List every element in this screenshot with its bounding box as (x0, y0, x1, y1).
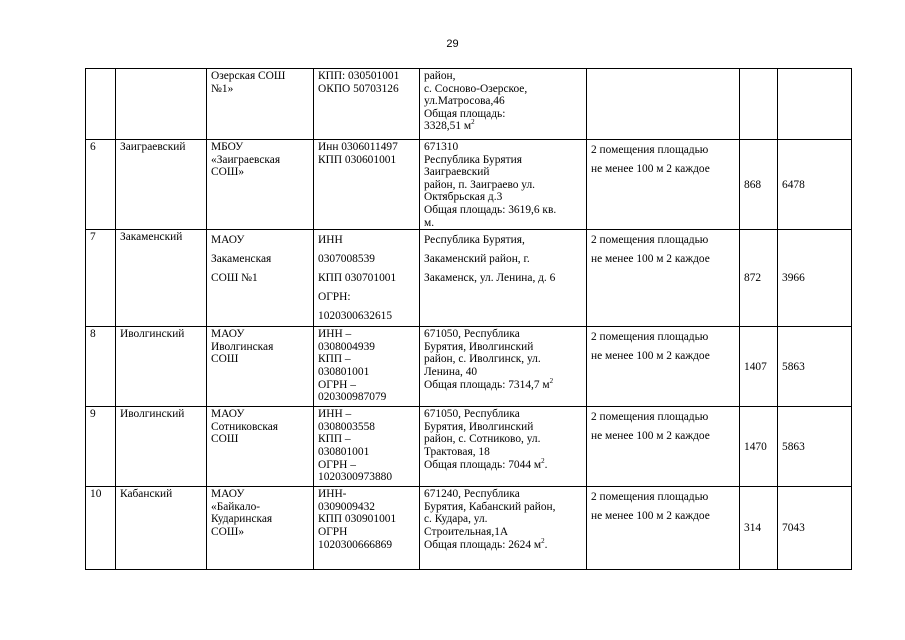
school-cell (207, 407, 314, 487)
page-number: 29 (446, 38, 459, 50)
premises-cell (587, 230, 740, 327)
address-line: с. Сосново-Озерское, (424, 82, 528, 95)
code-line: 0308003558 (318, 420, 375, 433)
count-cell: 1407 (740, 327, 778, 407)
capacity-cell: 6478 (778, 140, 852, 230)
code-line: КПП 030601001 (318, 153, 397, 166)
address-line: район, с. Сотниково, ул. (424, 433, 541, 446)
schools-table (85, 68, 852, 570)
school-line: СОШ (211, 353, 239, 366)
address-line: Строительная,1А (424, 525, 509, 538)
premises-line: не менее 100 м 2 каждое (591, 163, 710, 175)
address-line: с. Кудара, ул. (424, 513, 488, 526)
school-line: МАОУ (211, 328, 245, 341)
table-body (86, 69, 852, 570)
superscript: 2 (541, 456, 545, 465)
school-line: №1» (211, 82, 234, 95)
school-line: Сотниковская (211, 420, 278, 433)
count-cell: 314 (740, 487, 778, 570)
address-cell (420, 230, 587, 327)
district-cell: Закаменский (116, 230, 207, 327)
premises-line: 2 помещения площадью (591, 144, 709, 156)
school-line: МАОУ (211, 488, 245, 501)
premises-cell (587, 327, 740, 407)
table-row (86, 69, 852, 140)
codes-cell (314, 69, 420, 140)
code-line: 1020300632615 (318, 310, 393, 323)
address-line: 671050, Республика (424, 328, 520, 341)
school-line: МАОУ (211, 234, 245, 247)
district-cell (116, 69, 207, 140)
address-line: ул.Матросова,46 (424, 95, 505, 108)
row-number-cell: 6 (86, 140, 116, 230)
school-cell (207, 327, 314, 407)
table-row (86, 230, 852, 327)
school-line: Озерская СОШ (211, 70, 286, 82)
superscript: 2 (471, 118, 475, 127)
school-cell (207, 487, 314, 570)
address-line: м. (424, 216, 435, 229)
address-line: Закаменск, ул. Ленина, д. 6 (424, 272, 556, 285)
capacity-cell: 5863 (778, 407, 852, 487)
address-line: 671050, Республика (424, 408, 520, 421)
code-line: ИНН – (318, 328, 352, 341)
address-line: Октябрьская д.3 (424, 191, 503, 204)
row-number-cell (86, 69, 116, 140)
premises-line: не менее 100 м 2 каждое (591, 253, 710, 266)
premises-line: не менее 100 м 2 каждое (591, 430, 710, 443)
school-line: МБОУ (211, 141, 244, 153)
address-line: Бурятия, Кабанский район, (424, 500, 556, 513)
table-row (86, 487, 852, 570)
address-line: Республика Бурятия (424, 153, 522, 166)
row-number-cell: 10 (86, 487, 116, 570)
code-line: 020300987079 (318, 391, 387, 404)
code-line: 1020300973880 (318, 471, 393, 484)
code-line: ОГРН: (318, 291, 351, 304)
premises-line: не менее 100 м 2 каждое (591, 510, 710, 523)
district-cell: Иволгинский (116, 327, 207, 407)
table-row (86, 407, 852, 487)
school-line: Закаменская (211, 253, 272, 266)
address-cell (420, 69, 587, 140)
premises-line: 2 помещения площадью (591, 411, 709, 424)
row-number-cell: 8 (86, 327, 116, 407)
address-line: район, п. Заиграево ул. (424, 178, 536, 191)
school-cell (207, 140, 314, 230)
capacity-cell: 5863 (778, 327, 852, 407)
premises-cell (587, 407, 740, 487)
superscript: 2 (541, 536, 545, 545)
school-cell (207, 230, 314, 327)
count-cell: 872 (740, 230, 778, 327)
code-line: КПП – (318, 353, 351, 366)
code-line: ИНН – (318, 408, 352, 421)
address-line: Ленина, 40 (424, 365, 478, 378)
address-cell (420, 140, 587, 230)
code-line: ОКПО 50703126 (318, 82, 399, 95)
premises-line: 2 помещения площадью (591, 491, 709, 504)
table-row (86, 140, 852, 230)
code-line: Инн 0306011497 (318, 141, 398, 153)
code-line: КПП – (318, 433, 351, 446)
district-cell: Заиграевский (116, 140, 207, 230)
address-line: Закаменский район, г. (424, 253, 530, 266)
address-line: Бурятия, Иволгинский (424, 420, 534, 433)
address-line: Заиграевский (424, 166, 490, 179)
school-line: СОШ №1 (211, 272, 258, 285)
code-line: 0308004939 (318, 340, 375, 353)
code-line: 030801001 (318, 365, 370, 378)
count-cell: 868 (740, 140, 778, 230)
school-cell (207, 69, 314, 140)
address-line: Общая площадь: 7314,7 $м^2$ (424, 376, 554, 391)
address-cell (420, 487, 587, 570)
codes-cell (314, 230, 420, 327)
codes-cell (314, 487, 420, 570)
school-line: СОШ» (211, 525, 245, 538)
codes-cell (314, 140, 420, 230)
capacity-cell: 3966 (778, 230, 852, 327)
superscript: 2 (549, 376, 554, 385)
code-line: КПП: 030501001 (318, 70, 400, 82)
row-number-cell: 7 (86, 230, 116, 327)
code-line: 0309009432 (318, 500, 375, 513)
district-cell: Кабанский (116, 487, 207, 570)
capacity-cell: 7043 (778, 487, 852, 570)
premises-cell (587, 140, 740, 230)
code-line: 030801001 (318, 445, 370, 458)
code-line: 0307008539 (318, 253, 375, 266)
address-line: Общая площадь: 3619,6 кв. (424, 203, 557, 216)
premises-line: 2 помещения площадью (591, 331, 709, 344)
codes-cell (314, 327, 420, 407)
premises-cell (587, 487, 740, 570)
code-line: КПП 030901001 (318, 513, 397, 526)
address-line: 3328,51 $м^2$ (424, 118, 475, 133)
premises-cell (587, 69, 740, 140)
school-line: «Байкало- (211, 500, 261, 513)
school-line: МАОУ (211, 408, 245, 421)
code-line: ОГРН (318, 525, 348, 538)
address-line: 671310 (424, 141, 459, 153)
school-line: СОШ (211, 433, 239, 446)
code-line: КПП 030701001 (318, 272, 397, 285)
school-line: «Заиграевская (211, 153, 281, 166)
school-line: Кударинская (211, 513, 273, 526)
address-line: Общая площадь: 2624 $м^2$. (424, 536, 548, 551)
address-cell (420, 407, 587, 487)
address-line: Общая площадь: 7044 $м^2$. (424, 456, 548, 471)
table-row (86, 327, 852, 407)
premises-line: 2 помещения площадью (591, 234, 709, 247)
address-cell (420, 327, 587, 407)
row-number-cell: 9 (86, 407, 116, 487)
address-line: Общая площадь: (424, 107, 506, 120)
school-line: СОШ» (211, 166, 245, 179)
school-line: Иволгинская (211, 340, 274, 353)
code-line: ИНН (318, 234, 343, 247)
count-cell (740, 69, 778, 140)
address-line: Республика Бурятия, (424, 234, 525, 247)
address-line: Бурятия, Иволгинский (424, 340, 534, 353)
premises-line: не менее 100 м 2 каждое (591, 350, 710, 363)
codes-cell (314, 407, 420, 487)
code-line: 1020300666869 (318, 538, 393, 551)
address-line: район, с. Иволгинск, ул. (424, 353, 541, 366)
code-line: ОГРН – (318, 458, 356, 471)
capacity-cell (778, 69, 852, 140)
count-cell: 1470 (740, 407, 778, 487)
address-line: район, (424, 70, 456, 82)
code-line: ОГРН – (318, 378, 356, 391)
code-line: ИНН- (318, 488, 347, 501)
address-line: 671240, Республика (424, 488, 520, 501)
address-line: Трактовая, 18 (424, 445, 490, 458)
district-cell: Иволгинский (116, 407, 207, 487)
